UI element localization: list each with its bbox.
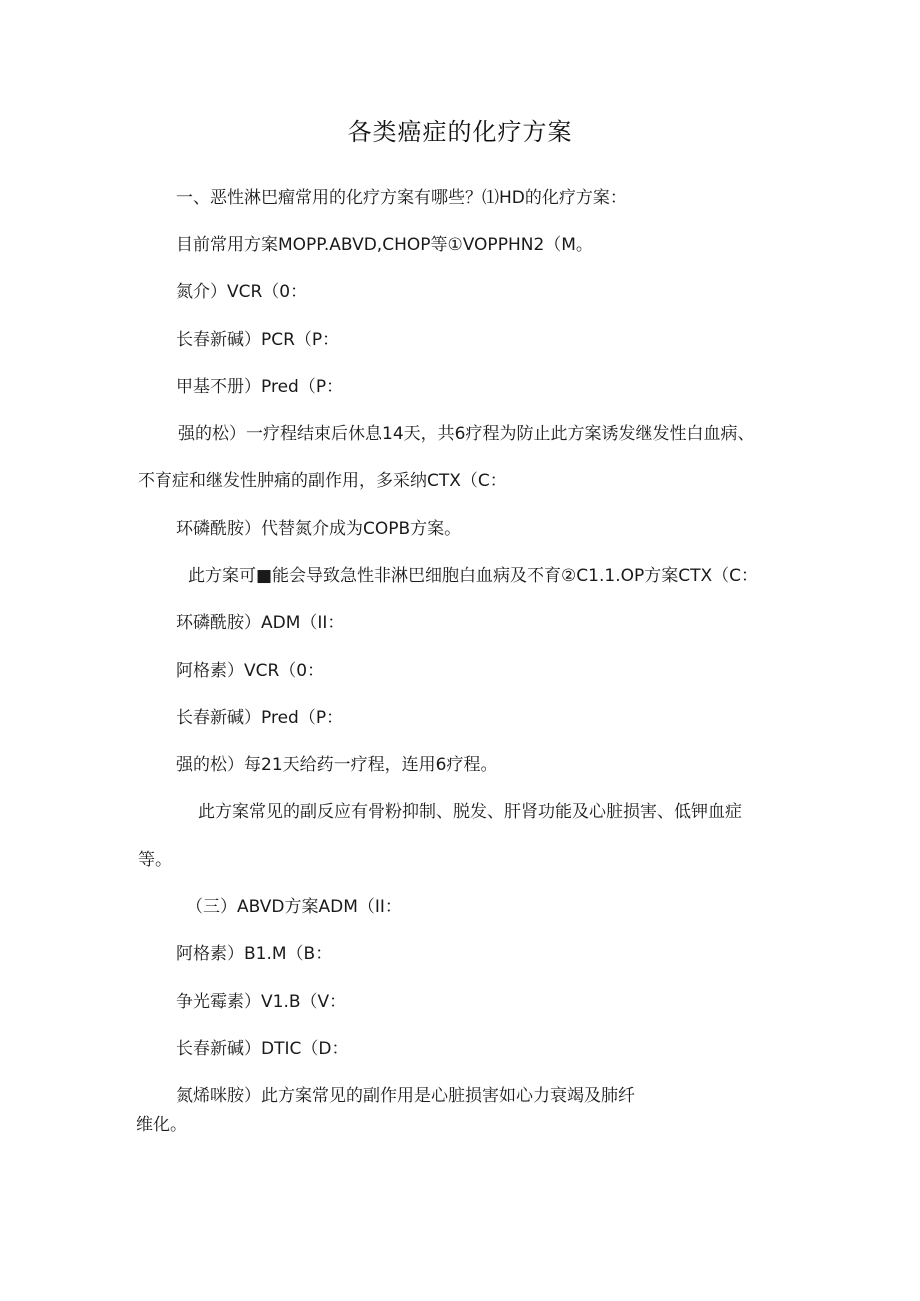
text-line-5: 甲基不册）Pred（P： bbox=[176, 377, 344, 397]
text-line-16: （三）ABVD方案ADM（II： bbox=[186, 897, 402, 917]
text-line-7: 不育症和继发性肿痛的副作用，多采纳CTX（C： bbox=[138, 471, 507, 491]
text-line-12: 长春新碱）Pred（P： bbox=[176, 708, 344, 728]
text-line-20: 氮烯咪胺）此方案常见的副作用是心脏损害如心力衰竭及肺纤 bbox=[176, 1086, 635, 1106]
text-line-3: 氮介）VCR（0： bbox=[176, 282, 308, 302]
text-line-13: 强的松）每21天给药一疗程，连用6疗程。 bbox=[176, 755, 498, 775]
text-line-9: 此方案可■能会导致急性非淋巴细胞白血病及不育②C1.1.OP方案CTX（C： bbox=[188, 566, 759, 586]
text-line-2: 目前常用方案MOPP.ABVD,CHOP等①VOPPHN2（M。 bbox=[176, 235, 593, 255]
text-line-17: 阿格素）B1.M（B： bbox=[176, 944, 333, 964]
text-line-14: 此方案常见的副反应有骨粉抑制、脱发、肝肾功能及心脏损害、低钾血症 bbox=[198, 802, 742, 822]
text-line-21: 维化。 bbox=[136, 1115, 187, 1135]
text-line-18: 争光霉素）V1.B（V： bbox=[176, 992, 347, 1012]
text-line-1: 一、恶性淋巴瘤常用的化疗方案有哪些？⑴HD的化疗方案： bbox=[176, 188, 627, 208]
text-line-4: 长春新碱）PCR（P： bbox=[176, 330, 340, 350]
text-line-19: 长春新碱）DTIC（D： bbox=[176, 1039, 349, 1059]
text-line-15: 等。 bbox=[138, 850, 172, 870]
text-line-10: 环磷酰胺）ADM（II： bbox=[176, 613, 345, 633]
document-title: 各类癌症的化疗方案 bbox=[347, 118, 573, 146]
text-line-8: 环磷酰胺）代替氮介成为COPB方案。 bbox=[176, 519, 462, 539]
text-line-11: 阿格素）VCR（0： bbox=[176, 661, 325, 681]
text-line-6: 强的松）一疗程结束后休息14天，共6疗程为防止此方案诱发继发性白血病、 bbox=[178, 424, 755, 444]
